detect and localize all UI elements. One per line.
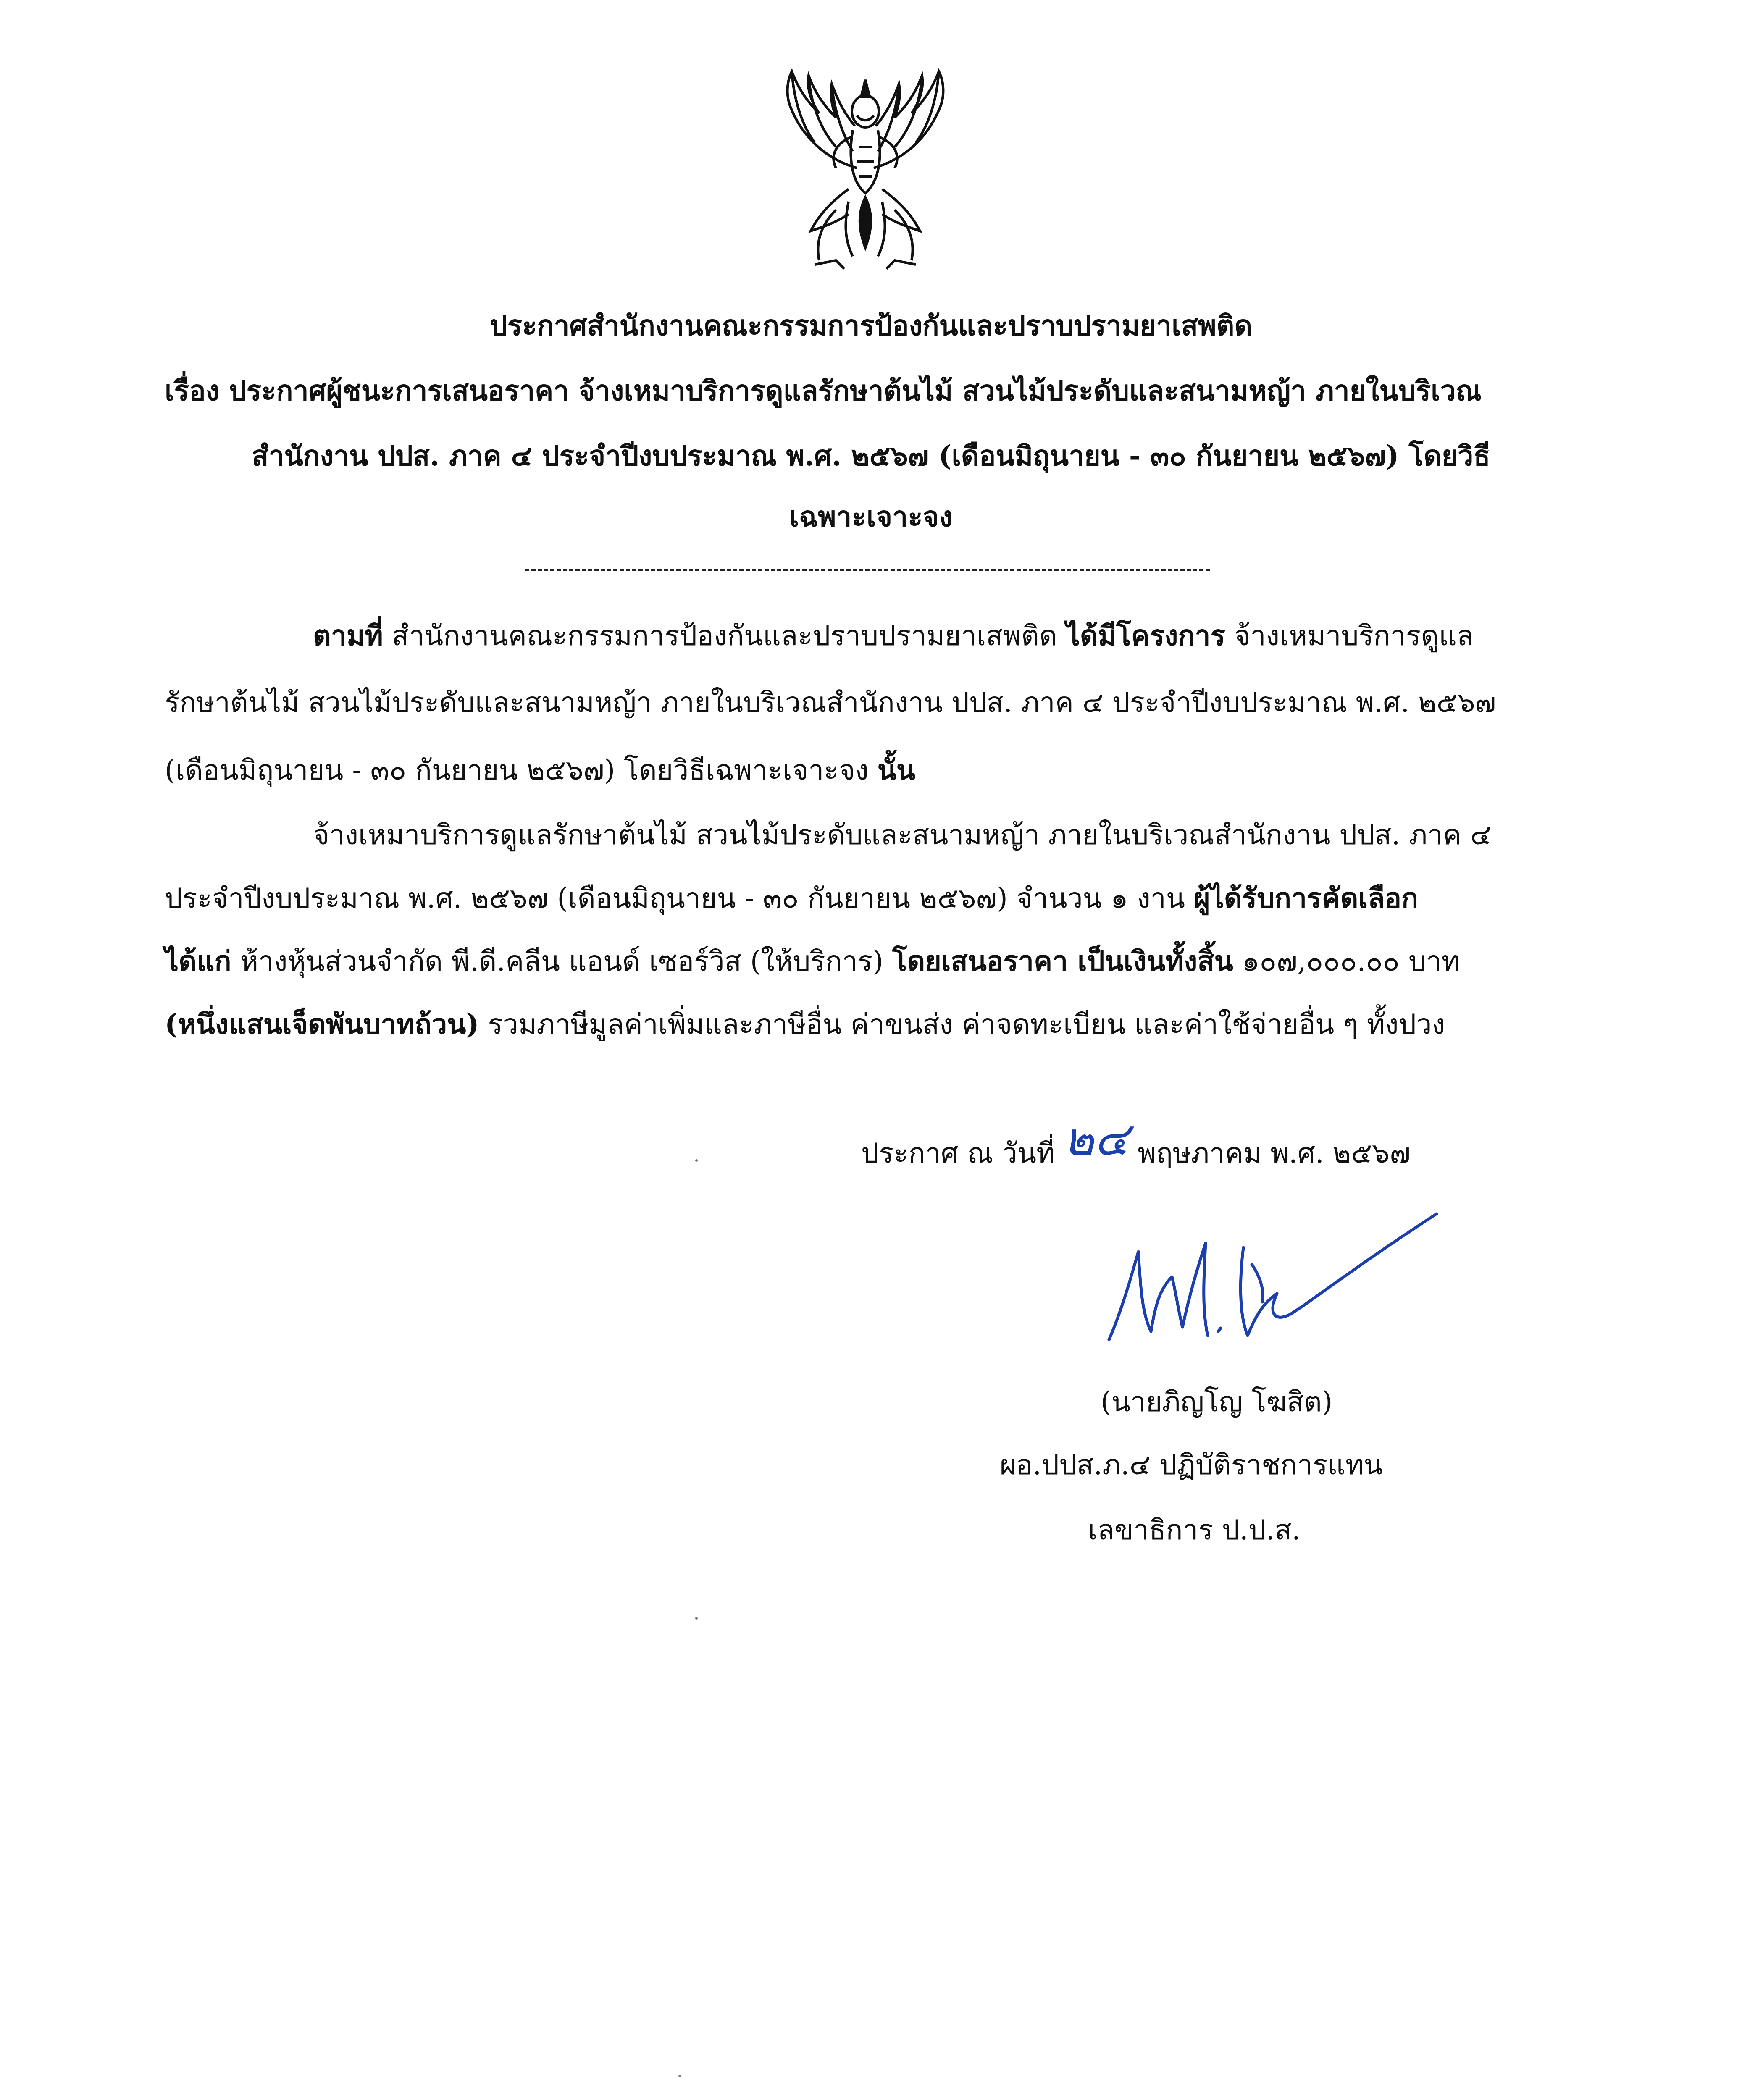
paragraph-2-line-1: จ้างเหมาบริการดูแลรักษาต้นไม้ สวนไม้ประดับและสนามหญ้า ภายในบริเวณสำนักงาน ปปส. ภาค ๔	[313, 819, 1492, 851]
lead-term-tam-ti: ตามที่	[313, 619, 383, 652]
subject-line-2: สำนักงาน ปปส. ภาค ๔ ประจำปีงบประมาณ พ.ศ. ๒๕๖๗ (เดือนมิถุนายน - ๓๐ กันยายน ๒๕๖๗) โดยวิธี	[252, 439, 1490, 472]
announcement-date	[861, 1112, 1411, 1170]
subject-label: เรื่อง ประกาศผู้ชนะการเสนอราคา	[165, 374, 569, 407]
paragraph-1-line-3	[165, 753, 915, 786]
paragraph-2-line-4	[165, 1010, 1445, 1038]
winner-name: ห้างหุ้นส่วนจำกัด พี.ดี.คลีน แอนด์ เซอร์วิส (ให้บริการ)	[231, 945, 892, 977]
closing-word: นั้น	[877, 753, 915, 786]
office-name: สำนักงานคณะกรรมการป้องกันและปราบปรามยาเสพติด	[383, 620, 1066, 652]
paragraph-2-line-3	[165, 947, 1460, 975]
budget-period: ประจำปีงบประมาณ พ.ศ. ๒๕๖๗ (เดือนมิถุนายน - ๓๐ กันยายน ๒๕๖๗) จำนวน ๑ งาน	[165, 882, 1194, 914]
procurement-method: (เดือนมิถุนายน - ๓๐ กันยายน ๒๕๖๗) โดยวิธีเฉพาะเจาะจง	[165, 754, 878, 786]
price-label: โดยเสนอราคา เป็นเงินทั้งสิ้น	[892, 945, 1233, 977]
price-in-words: (หนึ่งแสนเจ็ดพันบาทถ้วน)	[165, 1008, 479, 1040]
price-inclusions: รวมภาษีมูลค่าเพิ่มและภาษีอื่น ค่าขนส่ง ค่าจดทะเบียน และค่าใช้จ่ายอื่น ๆ ทั้งปวง	[479, 1008, 1445, 1040]
project-label: ได้มีโครงการ	[1066, 619, 1225, 652]
signatory-position-2: เลขาธิการ ป.ป.ส.	[1088, 1514, 1301, 1546]
garuda-emblem-icon	[752, 63, 979, 281]
paragraph-1-line-2: รักษาต้นไม้ สวนไม้ประดับและสนามหญ้า ภายในบริเวณสำนักงาน ปปส. ภาค ๔ ประจำปีงบประมาณ พ.ศ. ๒๕๖๗	[165, 686, 1496, 719]
handwritten-signature-icon	[1092, 1205, 1453, 1361]
separator-line	[525, 569, 1210, 571]
scan-speck	[695, 1159, 698, 1162]
signatory-name: (นายภิญโญ โฆสิต)	[1101, 1386, 1333, 1418]
subject-line-1	[165, 374, 1482, 407]
subject-line-1-rest: จ้างเหมาบริการดูแลรักษาต้นไม้ สวนไม้ประดับและสนามหญ้า ภายในบริเวณ	[569, 374, 1482, 407]
date-month-year: พฤษภาคม พ.ศ. ๒๕๖๗	[1138, 1137, 1411, 1169]
scan-speck	[678, 2075, 681, 2077]
paragraph-2-line-2	[165, 884, 1418, 912]
paragraph-1-line-1	[313, 619, 1474, 652]
signatory-position-1: ผอ.ปปส.ภ.๔ ปฏิบัติราชการแทน	[1000, 1449, 1383, 1481]
scan-speck	[695, 1617, 698, 1620]
announcement-title: ประกาศสำนักงานคณะกรรมการป้องกันและปราบปรามยาเสพติด	[489, 309, 1253, 342]
date-prefix: ประกาศ ณ วันที่	[861, 1137, 1055, 1169]
selected-label: ผู้ได้รับการคัดเลือก	[1193, 882, 1419, 914]
subject-line-3: เฉพาะเจาะจง	[789, 500, 953, 533]
winner-label: ได้แก่	[165, 945, 231, 977]
project-desc-start: จ้างเหมาบริการดูแล	[1225, 620, 1474, 652]
date-day-handwritten: ๒๔	[1063, 1112, 1129, 1166]
price-amount: ๑๐๗,๐๐๐.๐๐ บาท	[1233, 945, 1460, 977]
